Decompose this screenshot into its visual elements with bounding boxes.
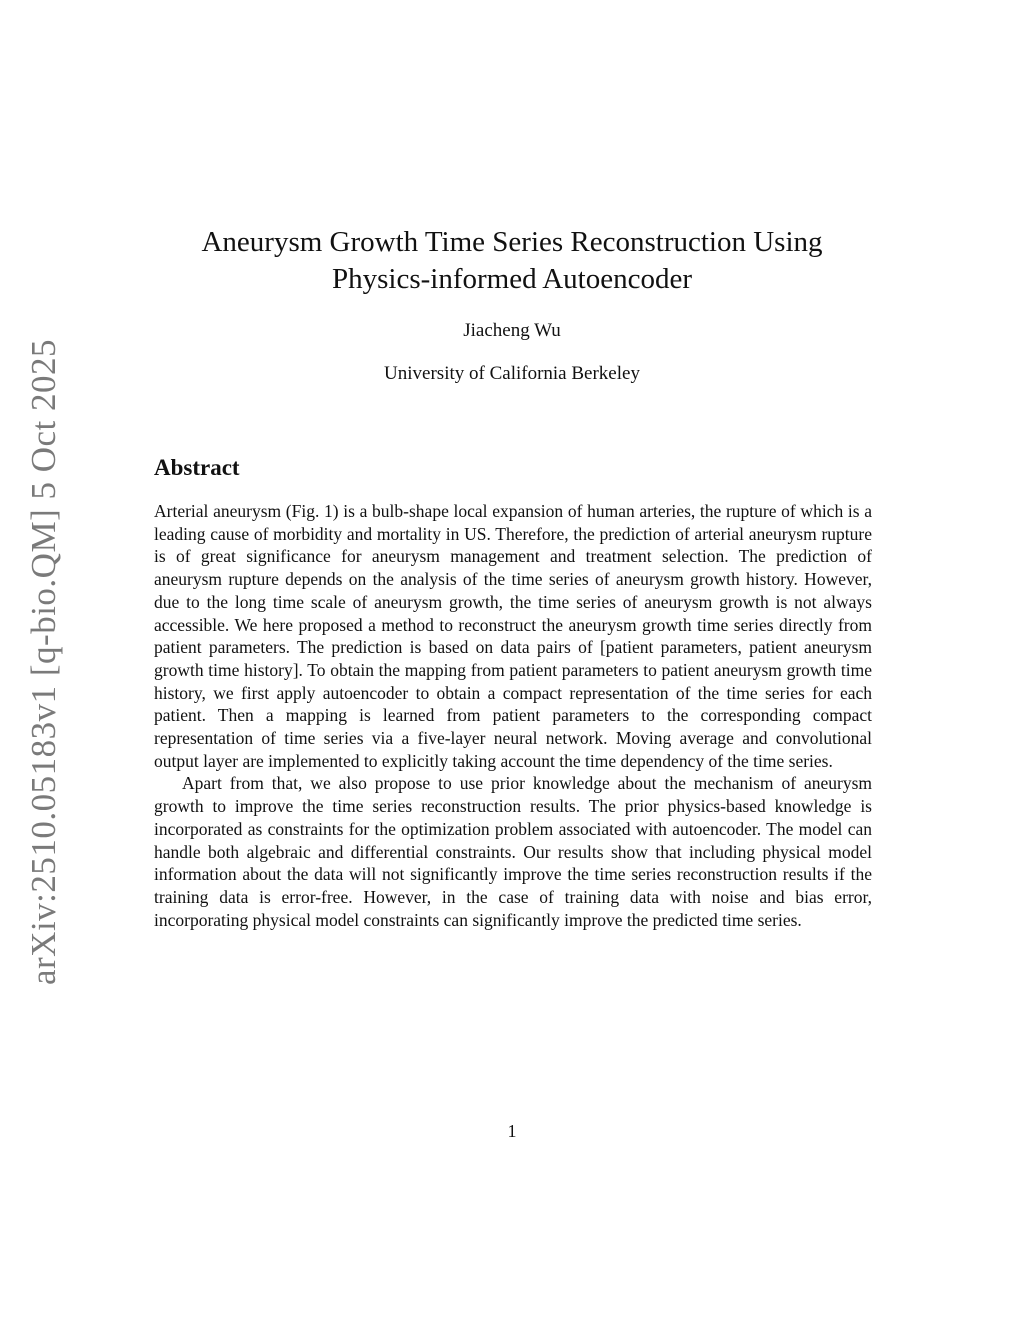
author-affiliation: University of California Berkeley bbox=[384, 363, 640, 384]
arxiv-identifier-stamp: arXiv:2510.05183v1 [q-bio.QM] 5 Oct 2025 bbox=[24, 338, 63, 986]
abstract-paragraph-1: Arterial aneurysm (Fig. 1) is a bulb-shape local expansion of human arteries, the rupture of which is a leading cause of morbidity and mortality in US. Therefore, the prediction of arterial aneurysm rupture is of great significance for aneurysm management and treatment selection. The prediction of aneurysm rupture depends on the analysis of the time series of aneurysm growth history. However, due to the long time scale of aneurysm growth, the time series of aneurysm growth is not always accessible. We here proposed a method to reconstruct the aneurysm growth time series directly from patient parameters. The prediction is based on data pairs of [patient parameters, patient aneurysm growth time history]. To obtain the mapping from patient parameters to patient aneurysm growth time history, we first apply autoencoder to obtain a compact representation of the time series for each patient. Then a mapping is learned from patient parameters to the corresponding compact representation of time series via a five-layer neural network. Moving average and convolutional output layer are implemented to explicitly taking account the time dependency of the time series. bbox=[154, 501, 872, 771]
abstract-paragraph-2: Apart from that, we also propose to use prior knowledge about the mechanism of aneurysm growth to improve the time series reconstruction results. The prior physics-based knowledge is incorporated as constraints for the optimization problem associated with autoencoder. The model can handle both algebraic and differential constraints. Our results show that including physical model information about the data will not significantly improve the time series reconstruction results if the training data is error-free. However, in the case of training data with noise and bias error, incorporating physical model constraints can significantly improve the predicted time series. bbox=[154, 773, 872, 930]
abstract-body bbox=[154, 500, 872, 931]
page-number: 1 bbox=[507, 1121, 517, 1141]
paper-title-line-2: Physics-informed Autoencoder bbox=[331, 263, 692, 295]
author-name: Jiacheng Wu bbox=[463, 320, 561, 341]
paper-title bbox=[150, 224, 874, 298]
abstract-heading: Abstract bbox=[154, 455, 240, 480]
paper-title-line-1: Aneurysm Growth Time Series Reconstruction Using bbox=[201, 226, 823, 258]
